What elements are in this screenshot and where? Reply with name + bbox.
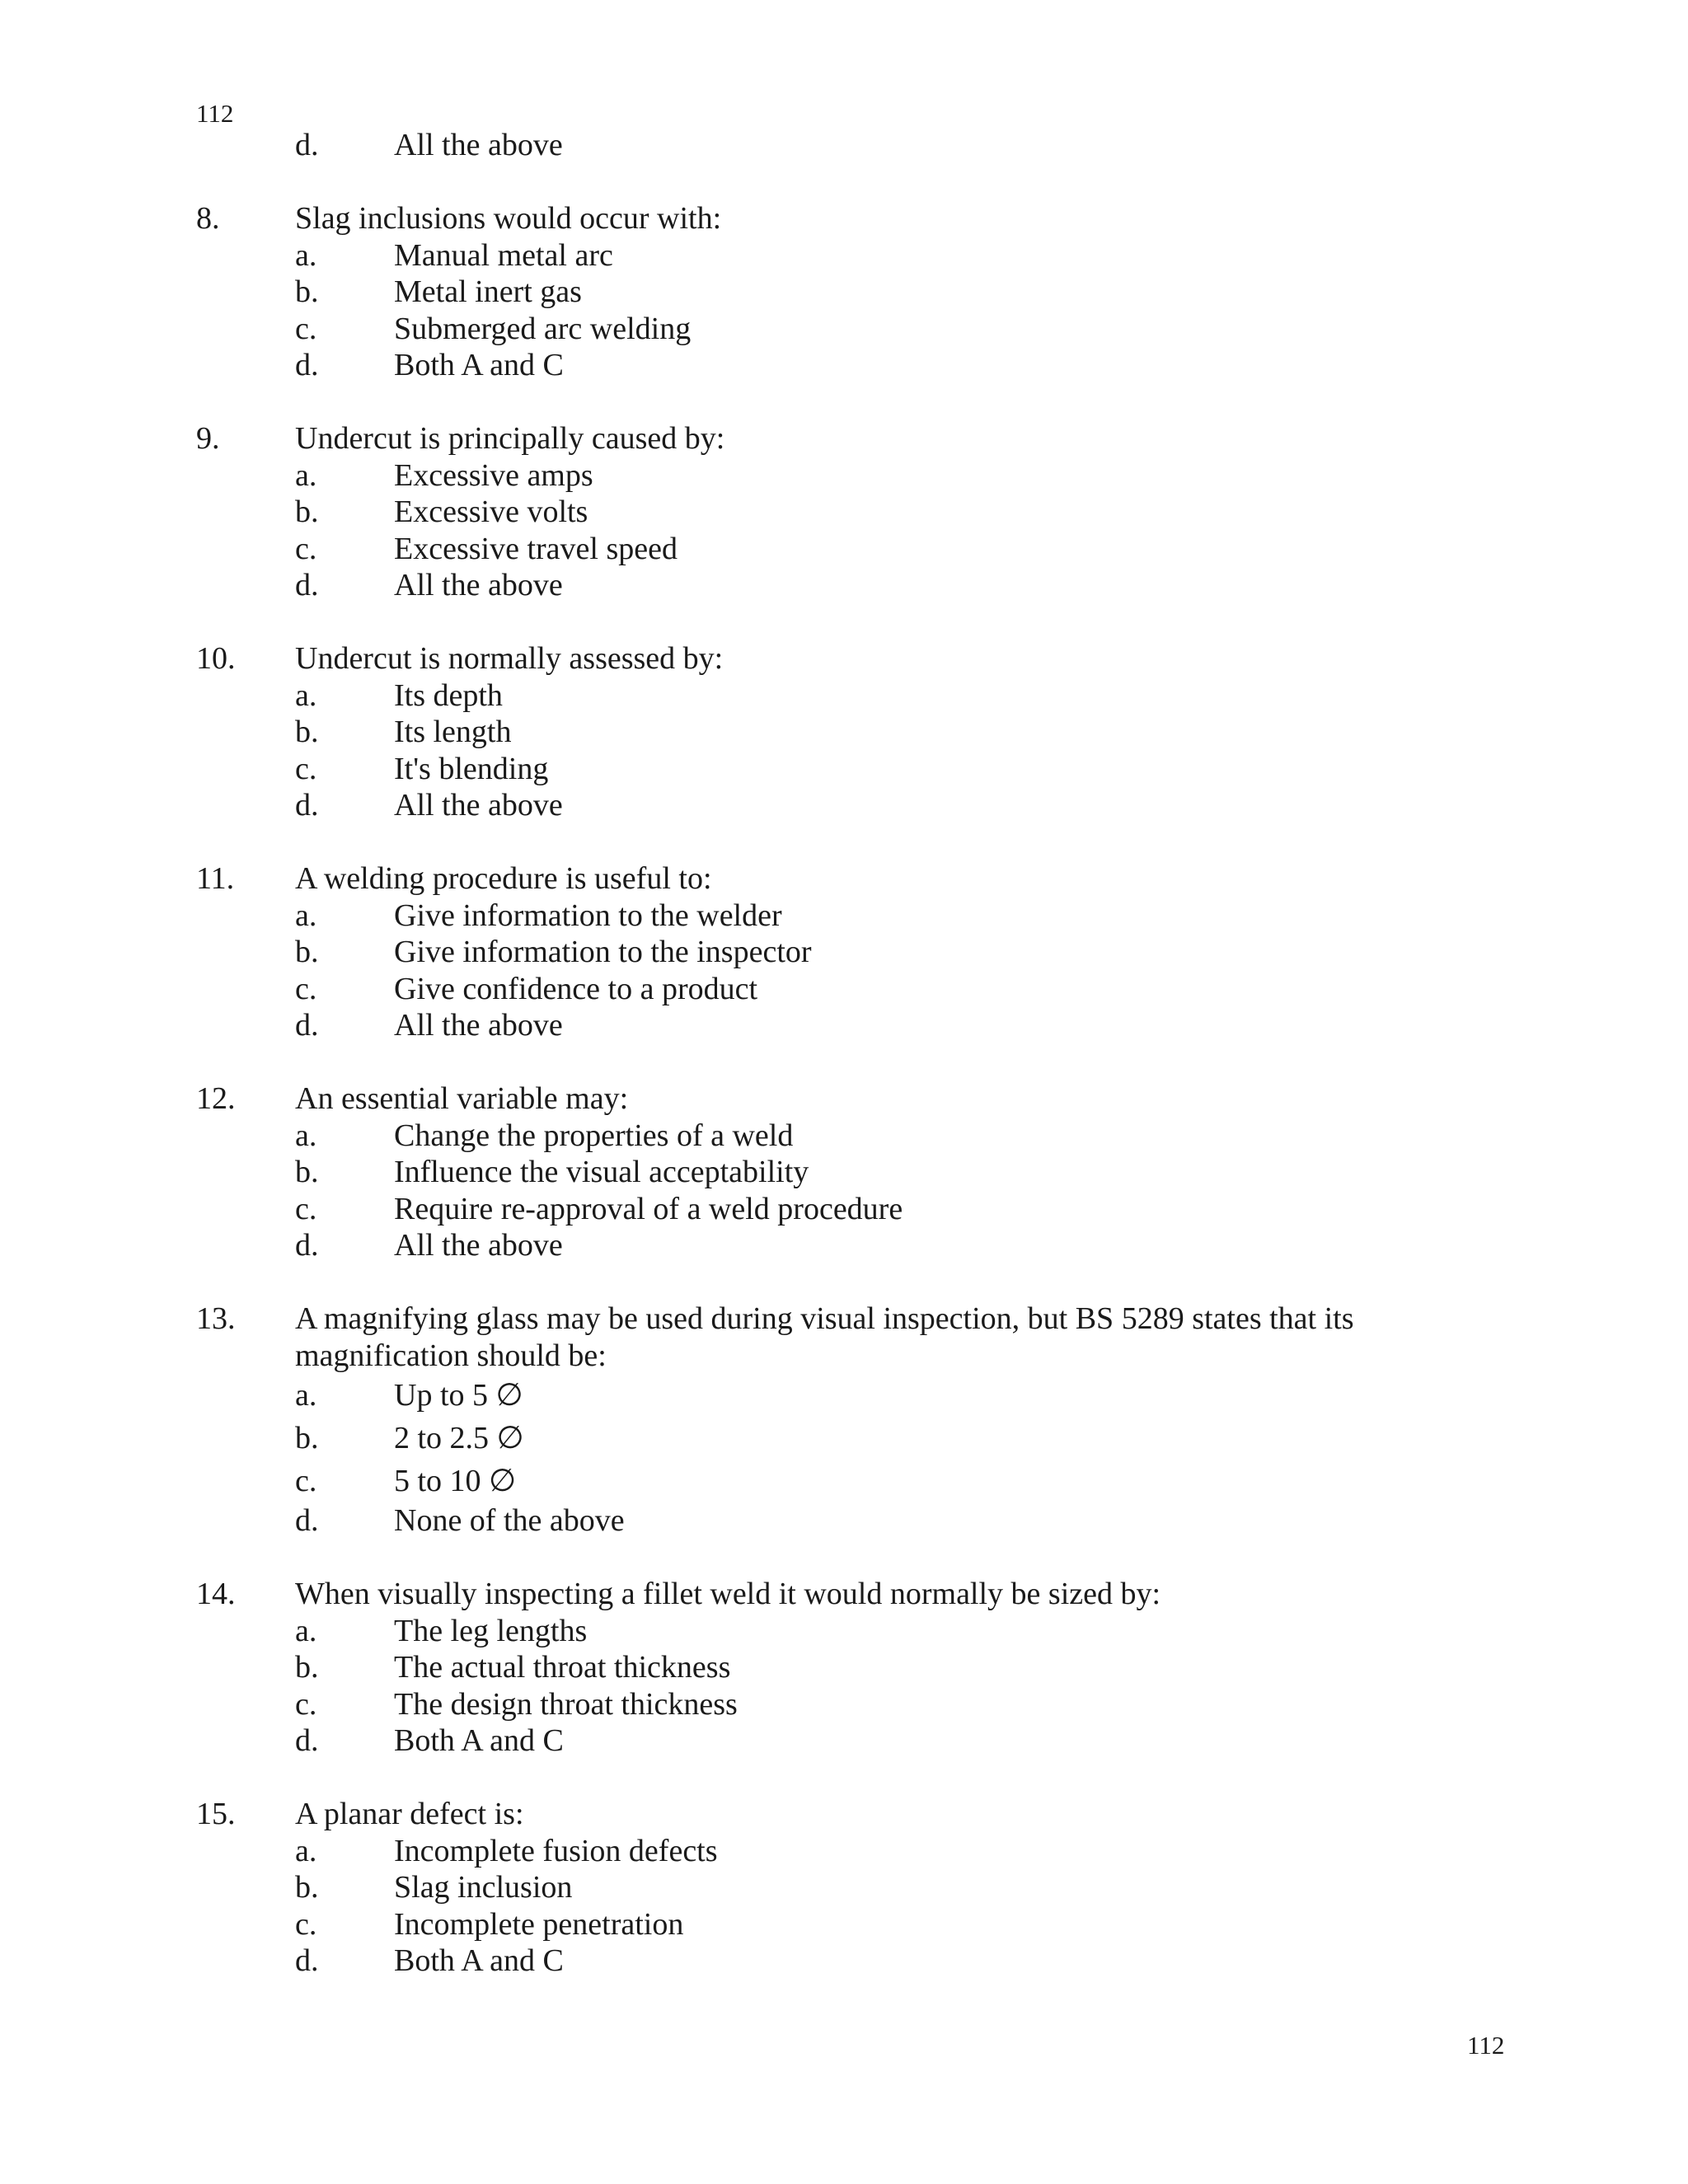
option-text: Both A and C	[394, 1943, 564, 1978]
option-text: Submerged arc welding	[394, 311, 692, 346]
option-c	[196, 751, 1482, 788]
option-c	[196, 531, 1482, 568]
question-10	[196, 640, 1482, 824]
option-letter: d.	[295, 788, 319, 823]
option-text: It's blending	[394, 751, 549, 786]
option-letter: c.	[295, 531, 317, 566]
option-text: Excessive volts	[394, 494, 588, 529]
option-text: Influence the visual acceptability	[394, 1155, 809, 1189]
option-text: The leg lengths	[394, 1613, 588, 1648]
question-8	[196, 200, 1482, 384]
option-text: 5 to 10 ∅	[394, 1464, 517, 1498]
option-text: Incomplete fusion defects	[394, 1833, 718, 1868]
option-text: Excessive amps	[394, 457, 593, 493]
option-letter: a.	[295, 898, 317, 933]
question-stem-line-1: A magnifying glass may be used during visual inspection, but BS 5289 states that its	[295, 1301, 1354, 1336]
question-stem: A planar defect is:	[295, 1797, 524, 1831]
option-b	[196, 1154, 1482, 1191]
option-c	[196, 971, 1482, 1008]
option-letter: d.	[295, 128, 319, 162]
option-a	[196, 1374, 1482, 1417]
option-text: 2 to 2.5 ∅	[394, 1421, 524, 1455]
question-number: 15.	[196, 1797, 236, 1831]
option-text: Its depth	[394, 677, 503, 713]
option-letter: d.	[295, 1723, 319, 1758]
option-b	[196, 1869, 1482, 1906]
option-letter: a.	[295, 1833, 317, 1868]
option-text: Give confidence to a product	[394, 971, 758, 1006]
option-letter: a.	[295, 677, 317, 713]
option-letter: d.	[295, 568, 319, 602]
option-text: Up to 5 ∅	[394, 1378, 523, 1413]
question-stem: When visually inspecting a fillet weld it would normally be sized by:	[295, 1577, 1161, 1611]
option-c	[196, 1191, 1482, 1228]
option-letter: a.	[295, 237, 317, 273]
option-letter: c.	[295, 1464, 317, 1498]
option-letter: d.	[295, 1503, 319, 1538]
question-number: 8.	[196, 201, 220, 236]
question-13	[196, 1301, 1482, 1540]
option-text: Both A and C	[394, 348, 564, 382]
option-letter: a.	[295, 1118, 317, 1153]
option-letter: b.	[295, 1155, 319, 1189]
option-letter: b.	[295, 494, 319, 529]
question-number: 9.	[196, 421, 220, 456]
option-c	[196, 1686, 1482, 1723]
option-letter: b.	[295, 935, 319, 969]
question-stem: A welding procedure is useful to:	[295, 861, 712, 896]
option-a	[196, 677, 1482, 715]
option-a	[196, 898, 1482, 935]
option-b	[196, 934, 1482, 971]
option-text: All the above	[394, 1228, 563, 1263]
option-letter: c.	[295, 1906, 317, 1942]
option-b	[196, 494, 1482, 531]
option-d	[196, 787, 1482, 824]
option-letter: d.	[295, 1943, 319, 1978]
option-a	[196, 237, 1482, 274]
option-text: All the above	[394, 1008, 563, 1043]
option-a	[196, 1833, 1482, 1870]
option-b	[196, 274, 1482, 311]
carryover-option	[196, 127, 1482, 164]
question-number: 12.	[196, 1081, 236, 1116]
option-text: Both A and C	[394, 1723, 564, 1758]
option-text: Slag inclusion	[394, 1870, 573, 1905]
option-letter: b.	[295, 1421, 319, 1455]
option-letter: b.	[295, 715, 319, 749]
question-9	[196, 420, 1482, 604]
option-text: Metal inert gas	[394, 274, 582, 309]
option-c	[196, 1906, 1482, 1943]
option-letter: c.	[295, 751, 317, 786]
question-number: 13.	[196, 1301, 236, 1336]
option-letter: d.	[295, 1228, 319, 1263]
question-stem: Slag inclusions would occur with:	[295, 201, 722, 236]
option-letter: c.	[295, 1686, 317, 1722]
option-letter: b.	[295, 1870, 319, 1905]
question-stem: Undercut is principally caused by:	[295, 421, 725, 456]
option-text: All the above	[394, 568, 563, 602]
option-letter: c.	[295, 1191, 317, 1226]
option-b	[196, 1417, 1482, 1460]
option-text: Its length	[394, 715, 512, 749]
option-text: Excessive travel speed	[394, 531, 678, 566]
option-letter: a.	[295, 1378, 317, 1413]
option-c	[196, 311, 1482, 348]
option-d	[196, 1227, 1482, 1264]
option-text: Incomplete penetration	[394, 1906, 684, 1942]
question-stem: Undercut is normally assessed by:	[295, 641, 724, 676]
option-text: The actual throat thickness	[394, 1650, 731, 1685]
option-text: Give information to the inspector	[394, 935, 812, 969]
question-11	[196, 860, 1482, 1044]
option-b	[196, 1649, 1482, 1686]
option-d	[196, 1943, 1482, 1980]
option-d	[196, 1007, 1482, 1044]
option-letter: b.	[295, 274, 319, 309]
option-text: The design throat thickness	[394, 1686, 738, 1722]
option-letter: d.	[295, 348, 319, 382]
question-list	[196, 127, 1482, 1980]
question-stem-line-2: magnification should be:	[295, 1338, 607, 1373]
option-letter: a.	[295, 1613, 317, 1648]
option-text: Change the properties of a weld	[394, 1118, 794, 1153]
question-number: 10.	[196, 641, 236, 676]
question-14	[196, 1576, 1482, 1760]
option-d	[196, 347, 1482, 384]
option-letter: c.	[295, 311, 317, 346]
question-stem: An essential variable may:	[295, 1081, 629, 1116]
page-number-bottom: 112	[1467, 2031, 1505, 2060]
option-a	[196, 1118, 1482, 1155]
question-number: 11.	[196, 861, 235, 896]
option-text: None of the above	[394, 1503, 625, 1538]
option-letter: c.	[295, 971, 317, 1006]
page-number-top: 112	[196, 99, 234, 128]
option-b	[196, 714, 1482, 751]
option-d	[196, 1502, 1482, 1540]
option-letter: d.	[295, 1008, 319, 1043]
option-c	[196, 1460, 1482, 1502]
option-d	[196, 1722, 1482, 1760]
option-text: Manual metal arc	[394, 237, 613, 273]
option-letter: a.	[295, 457, 317, 493]
option-text: Give information to the welder	[394, 898, 782, 933]
option-d	[196, 567, 1482, 604]
question-15	[196, 1796, 1482, 1980]
option-text: All the above	[394, 128, 563, 162]
question-number: 14.	[196, 1577, 236, 1611]
question-12	[196, 1080, 1482, 1264]
option-a	[196, 457, 1482, 494]
option-text: Require re-approval of a weld procedure	[394, 1191, 903, 1226]
option-letter: b.	[295, 1650, 319, 1685]
option-text: All the above	[394, 788, 563, 823]
option-a	[196, 1613, 1482, 1650]
